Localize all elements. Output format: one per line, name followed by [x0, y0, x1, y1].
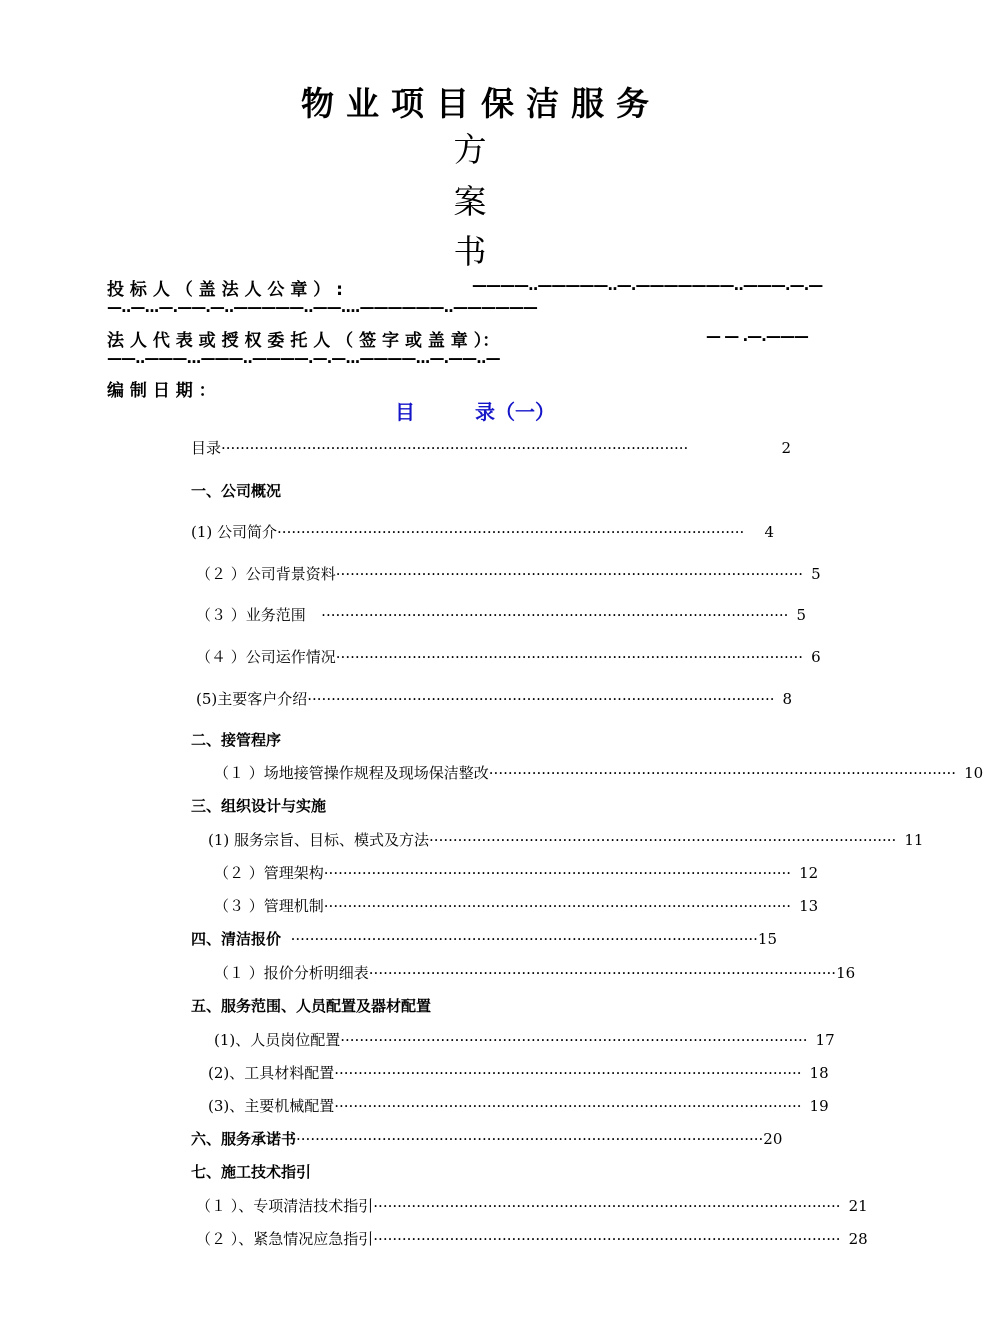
toc-entry-page: 5: [811, 565, 821, 583]
toc-entry-page: 20: [763, 1130, 783, 1148]
toc-entry-page: 11: [904, 831, 924, 849]
toc-entry[interactable]: [214, 895, 819, 916]
toc-leader-dots: ··································································································: [277, 523, 745, 541]
toc-leader-dots: ··································································································: [290, 930, 758, 948]
toc-title: 目 录（一）: [395, 400, 555, 424]
toc-heading[interactable]: 五、服务范围、人员配置及器材配置: [191, 997, 432, 1015]
toc-entry[interactable]: [196, 688, 793, 709]
toc-entry-page: 21: [848, 1197, 868, 1215]
toc-leader-dots: ··································································································: [296, 1130, 764, 1148]
toc-entry-text: （１ ）报价分析明细表: [214, 964, 369, 982]
toc-leader-dots: ··································································································: [368, 964, 837, 982]
toc-entry[interactable]: [196, 604, 806, 625]
toc-leader-dots: ··································································································: [323, 864, 792, 882]
toc-heading: 六、服务承诺书: [191, 1130, 297, 1148]
document-title-char-2: 方: [453, 130, 487, 169]
toc-entry[interactable]: [196, 646, 821, 667]
toc-entry-page: 16: [836, 964, 856, 982]
toc-heading[interactable]: 二、接管程序: [191, 731, 282, 749]
toc-entry[interactable]: [214, 862, 819, 883]
toc-entry[interactable]: [191, 928, 777, 949]
toc-entry[interactable]: [191, 1128, 783, 1149]
toc-entry-text: （２ ）管理架构: [214, 864, 324, 882]
toc-entry-page: 18: [809, 1064, 829, 1082]
bidder-fill-line-2: —..—...—.——.—..—————..——....——————..——————: [107, 298, 537, 316]
toc-entry[interactable]: [214, 1029, 835, 1050]
toc-entry-text: （３ ）业务范围: [196, 606, 306, 624]
toc-entry-text: (1)、人员岗位配置: [214, 1031, 341, 1049]
toc-heading: 四、清洁报价: [191, 930, 282, 948]
toc-entry-page: 17: [815, 1031, 835, 1049]
toc-leader-dots: ··································································································: [307, 690, 775, 708]
representative-fill-line-1: — — .—.———: [706, 327, 808, 345]
toc-leader-dots: ··································································································: [373, 1230, 841, 1248]
toc-leader-dots: ··································································································: [373, 1197, 841, 1215]
toc-entry-page: 10: [964, 764, 983, 782]
toc-entry[interactable]: [196, 1228, 868, 1249]
toc-entry[interactable]: [208, 829, 924, 850]
toc-leader-dots: ··································································································: [221, 439, 689, 457]
toc-leader-dots: ··································································································: [334, 1097, 802, 1115]
toc-entry[interactable]: [208, 1062, 829, 1083]
toc-entry-page: 12: [799, 864, 819, 882]
toc-entry-page: 13: [799, 897, 819, 915]
toc-leader-dots: ··································································································: [335, 565, 804, 583]
toc-entry-page: 8: [782, 690, 793, 708]
toc-entry[interactable]: [214, 962, 856, 983]
toc-entry[interactable]: [196, 1195, 868, 1216]
toc-entry-page: 6: [811, 648, 821, 666]
bidder-label: 投 标 人 （ 盖 法 人 公 章 ） :: [107, 280, 343, 300]
toc-leader-dots: ··································································································: [323, 897, 792, 915]
toc-entry-page: 4: [764, 523, 774, 541]
toc-leader-dots: ··································································································: [429, 831, 897, 849]
toc-leader-dots: ··································································································: [488, 764, 957, 782]
toc-heading[interactable]: 七、施工技术指引: [191, 1163, 312, 1181]
compile-date-label: 编 制 日 期 ：: [107, 381, 216, 401]
toc-entry-text: （２ ）公司背景资料: [196, 565, 336, 583]
toc-entry-text: （１ ）、专项清洁技术指引: [196, 1197, 374, 1215]
document-title: 物业项目保洁服务: [301, 84, 661, 123]
toc-entry-text: (2)、工具材料配置: [208, 1064, 335, 1082]
representative-label: 法 人 代 表 或 授 权 委 托 人 （ 签 字 或 盖 章 ）：: [107, 331, 500, 351]
toc-entry[interactable]: [191, 437, 791, 458]
toc-entry-text: （４ ）公司运作情况: [196, 648, 336, 666]
toc-leader-dots: ··································································································: [335, 648, 804, 666]
bidder-fill-line-1: ————..—————..—.———————..———.—.—: [472, 276, 823, 294]
toc-entry-text: （３ ）管理机制: [214, 897, 324, 915]
toc-entry-text: （２ ）、紧急情况应急指引: [196, 1230, 374, 1248]
document-title-char-3: 案: [453, 182, 487, 221]
toc-entry-text: (5)主要客户介绍: [196, 690, 308, 708]
toc-entry-page: 28: [848, 1230, 868, 1248]
toc-entry-text: 目录: [191, 439, 222, 457]
toc-entry-page: 15: [757, 930, 777, 948]
toc-entry-page: 19: [809, 1097, 829, 1115]
toc-heading[interactable]: 一、公司概况: [191, 482, 282, 500]
toc-entry[interactable]: [208, 1095, 829, 1116]
document-title-char-4: 书: [453, 232, 487, 271]
toc-heading[interactable]: 三、组织设计与实施: [191, 797, 327, 815]
toc-entry[interactable]: [214, 762, 983, 783]
toc-entry-page: 5: [796, 606, 806, 624]
toc-entry-text: （１ ）场地接管操作规程及现场保洁整改: [214, 764, 489, 782]
toc-entry[interactable]: [196, 563, 821, 584]
toc-leader-dots: ··································································································: [321, 606, 789, 624]
toc-leader-dots: ··································································································: [334, 1064, 802, 1082]
toc-entry-page: 2: [781, 439, 791, 457]
toc-entry[interactable]: [191, 521, 774, 542]
toc-leader-dots: ··································································································: [340, 1031, 808, 1049]
representative-fill-line-2: ——..———...———..————.—.—...————...—.——..—: [107, 349, 500, 367]
toc-entry-text: (3)、主要机械配置: [208, 1097, 335, 1115]
toc-entry-text: (1) 公司简介: [191, 523, 278, 541]
toc-entry-text: (1) 服务宗旨、目标、模式及方法: [208, 831, 430, 849]
